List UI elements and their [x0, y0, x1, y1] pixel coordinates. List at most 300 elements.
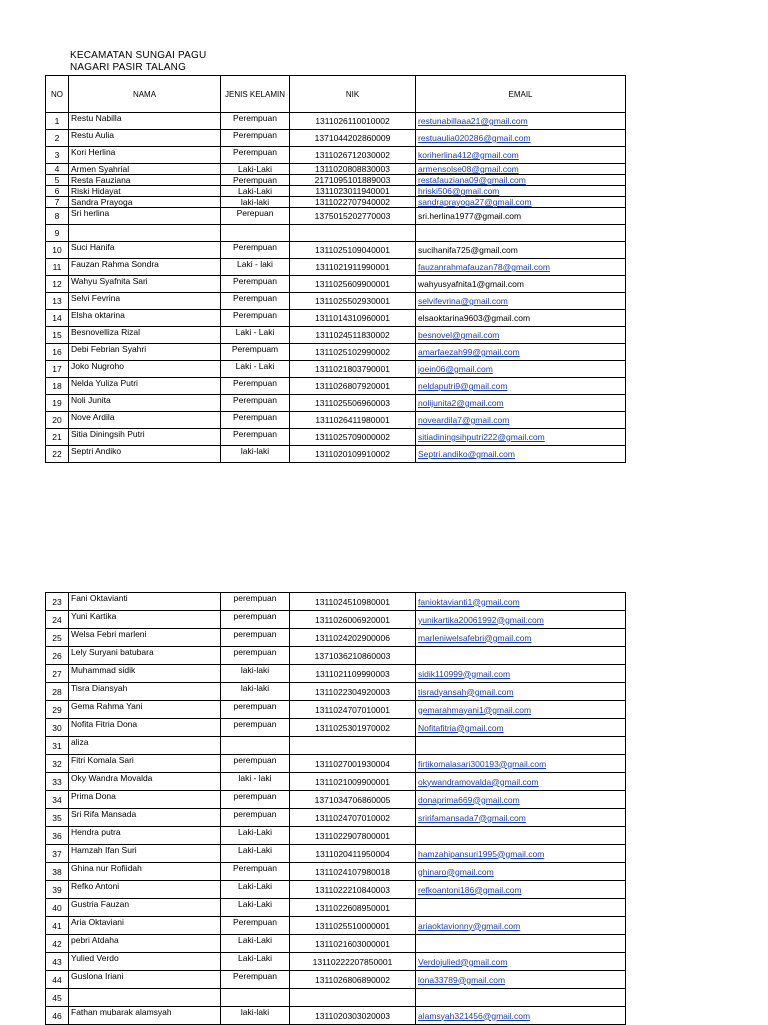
row-email-cell: [416, 701, 626, 719]
email-link[interactable]: sririfamansada7@gmail.com: [418, 812, 526, 823]
row-nik-cell: [290, 881, 416, 899]
row-gender-text: perempuan: [233, 791, 277, 801]
row-nik-cell: [290, 917, 416, 935]
table-row: [46, 845, 626, 863]
row-name-cell: [69, 611, 221, 629]
row-number-cell: [46, 186, 69, 197]
row-nik-cell: [290, 175, 416, 186]
row-number-cell: [46, 971, 69, 989]
row-email-cell: [416, 917, 626, 935]
row-name-text: Nofita Fitria Dona: [71, 719, 138, 729]
row-email-cell: [416, 881, 626, 899]
row-number-text: 24: [52, 614, 62, 625]
row-number-text: 14: [52, 313, 62, 323]
row-email-cell: [416, 791, 626, 809]
email-link[interactable]: hriski506@gmail.com: [418, 186, 500, 196]
row-gender-cell: [221, 175, 290, 186]
table-row: [46, 593, 626, 611]
row-number-text: 18: [52, 381, 62, 391]
row-number-cell: [46, 881, 69, 899]
table-body-page-1: [46, 113, 626, 463]
row-gender-cell: [221, 737, 290, 755]
email-link[interactable]: donaprima669@gmail.com: [418, 794, 520, 805]
row-nik-cell: [290, 446, 416, 463]
row-nik-text: 1371044202860009: [314, 133, 391, 143]
table-header-row: [46, 76, 626, 113]
row-nik-text: 1311022907800001: [314, 830, 390, 841]
row-name-text: Ghina nur Rofiidah: [71, 863, 142, 873]
row-email-cell: [416, 953, 626, 971]
row-nik-text: 1371036210860003: [314, 650, 391, 661]
row-name-cell: [69, 242, 221, 259]
email-link[interactable]: lona33789@gmail.com: [418, 974, 506, 985]
row-nik-cell: [290, 989, 416, 1007]
email-link[interactable]: restafauziana09@gmail.com: [418, 175, 526, 185]
row-nik-cell: [290, 130, 416, 147]
row-email-cell: [416, 225, 626, 242]
row-gender-text: laki-laki: [240, 1007, 270, 1017]
row-email-cell: [416, 327, 626, 344]
row-name-text: Nelda Yuliza Putri: [71, 378, 138, 388]
email-link[interactable]: alamsyah321456@gmail.com: [418, 1010, 531, 1021]
row-gender-text: laki-laki: [240, 197, 270, 207]
row-gender-cell: [221, 1007, 290, 1025]
row-gender-cell: [221, 917, 290, 935]
header-kecamatan: KECAMATAN SUNGAI PAGU: [70, 50, 207, 61]
email-link[interactable]: gemarahmayani1@gmail.com: [418, 704, 532, 715]
table-row: [46, 989, 626, 1007]
row-name-cell: [69, 186, 221, 197]
row-name-text: Oky Wandra Movalda: [71, 773, 153, 783]
row-number-text: 6: [54, 186, 60, 196]
email-link[interactable]: besnovel@gmail.com: [418, 330, 500, 340]
row-nik-text: 1311025301970002: [314, 722, 390, 733]
email-link[interactable]: fauzanrahmafauzan78@gmail.com: [418, 262, 550, 272]
row-number-cell: [46, 225, 69, 242]
row-nik-cell: [290, 593, 416, 611]
row-nik-text: 1311022608950001: [314, 902, 390, 913]
row-name-cell: [69, 791, 221, 809]
row-email-text: elsaoktarina9603@gmail.com: [418, 313, 531, 323]
row-name-text: Elsha oktarina: [71, 310, 125, 320]
row-email-cell: [416, 809, 626, 827]
row-email-text: wahyusyafnita1@gmail.com: [418, 279, 524, 289]
row-number-cell: [46, 647, 69, 665]
row-name-text: Yuni Kartika: [71, 611, 117, 621]
row-name-cell: [69, 395, 221, 412]
row-gender-text: Perempuan: [233, 310, 277, 320]
table-row: [46, 293, 626, 310]
row-email-cell: [416, 1007, 626, 1025]
row-number-cell: [46, 242, 69, 259]
row-nik-cell: [290, 225, 416, 242]
table-row: [46, 917, 626, 935]
row-nik-text: 1311024202900006: [314, 632, 390, 643]
email-link[interactable]: fanioktavianti1@gmail.com: [418, 596, 520, 607]
row-email-cell: [416, 197, 626, 208]
row-gender-text: perempuan: [233, 755, 277, 765]
email-link[interactable]: okywandramovalda@gmail.com: [418, 776, 539, 787]
row-number-cell: [46, 809, 69, 827]
row-nik-text: 1311021911990001: [315, 262, 390, 272]
row-number-text: 26: [52, 650, 62, 661]
row-gender-text: Perempuan: [233, 917, 277, 927]
row-nik-cell: [290, 971, 416, 989]
row-number-cell: [46, 147, 69, 164]
row-name-cell: [69, 917, 221, 935]
row-name-text: Noli Junita: [71, 395, 111, 405]
row-number-cell: [46, 863, 69, 881]
row-name-cell: [69, 327, 221, 344]
email-link[interactable]: Nofitafitria@gmail.com: [418, 722, 504, 733]
row-gender-cell: [221, 327, 290, 344]
row-number-cell: [46, 737, 69, 755]
table-row: [46, 113, 626, 130]
row-number-text: 1: [54, 116, 60, 126]
email-link[interactable]: tisradyansah@gmail.com: [418, 686, 514, 697]
row-number-text: 11: [52, 262, 62, 272]
row-email-cell: [416, 935, 626, 953]
row-name-cell: [69, 593, 221, 611]
row-name-text: Sitia Diningsih Putri: [71, 429, 145, 439]
row-number-text: 23: [52, 596, 62, 607]
row-gender-text: Laki-Laki: [237, 935, 273, 945]
row-name-text: Fathan mubarak alamsyah: [71, 1007, 172, 1017]
row-email-cell: [416, 186, 626, 197]
row-name-cell: [69, 809, 221, 827]
email-link[interactable]: noveardila7@gmail.com: [418, 415, 510, 425]
row-nik-text: 1311026807920001: [314, 381, 390, 391]
row-nik-text: 13110222207850001: [312, 956, 393, 967]
row-nik-text: 1311021009900001: [314, 776, 390, 787]
row-nik-cell: [290, 310, 416, 327]
row-number-text: 42: [52, 938, 62, 949]
row-gender-cell: [221, 164, 290, 175]
row-number-cell: [46, 164, 69, 175]
row-nik-cell: [290, 395, 416, 412]
row-number-text: 17: [52, 364, 62, 374]
row-gender-cell: [221, 953, 290, 971]
email-link[interactable]: marleniwelsafebri@gmail.com: [418, 632, 532, 643]
row-number-text: 38: [52, 866, 62, 877]
row-name-cell: [69, 971, 221, 989]
row-number-cell: [46, 361, 69, 378]
row-nik-cell: [290, 361, 416, 378]
table-row: [46, 186, 626, 197]
row-email-cell: [416, 344, 626, 361]
row-gender-cell: [221, 378, 290, 395]
row-number-cell: [46, 259, 69, 276]
email-link[interactable]: refkoantoni186@gmail.com: [418, 884, 522, 895]
row-number-cell: [46, 791, 69, 809]
row-name-cell: [69, 164, 221, 175]
row-gender-cell: [221, 276, 290, 293]
row-number-text: 40: [52, 902, 62, 913]
row-nik-text: 1311020808830003: [314, 164, 390, 174]
row-email-cell: [416, 755, 626, 773]
email-link[interactable]: joein06@gmail.com: [418, 364, 493, 374]
row-nik-text: 1311025506960003: [314, 398, 390, 408]
row-name-text: Muhammad sidik: [71, 665, 136, 675]
row-number-text: 43: [52, 956, 62, 967]
row-email-cell: [416, 863, 626, 881]
row-gender-cell: [221, 845, 290, 863]
table-row: [46, 164, 626, 175]
row-nik-text: 1311021603000001: [314, 938, 390, 949]
row-number-cell: [46, 1007, 69, 1025]
row-name-cell: [69, 225, 221, 242]
email-link[interactable]: neldaputri9@gmail.com: [418, 381, 508, 391]
row-number-text: 39: [52, 884, 62, 895]
row-email-cell: [416, 395, 626, 412]
row-number-cell: [46, 827, 69, 845]
table-row: [46, 412, 626, 429]
row-name-cell: [69, 1007, 221, 1025]
row-email-cell: [416, 164, 626, 175]
row-name-cell: [69, 989, 221, 1007]
row-name-text: Gustria Fauzan: [71, 899, 130, 909]
email-link[interactable]: selvifevrina@gmail.com: [418, 296, 508, 306]
row-gender-cell: [221, 665, 290, 683]
row-name-text: Nove Ardila: [71, 412, 115, 422]
row-name-cell: [69, 827, 221, 845]
row-number-cell: [46, 446, 69, 463]
row-gender-cell: [221, 344, 290, 361]
row-number-text: 9: [54, 228, 60, 238]
row-nik-cell: [290, 773, 416, 791]
row-name-cell: [69, 378, 221, 395]
row-nik-cell: [290, 683, 416, 701]
row-gender-text: perempuan: [233, 629, 277, 639]
row-gender-text: Laki-Laki: [237, 827, 273, 837]
email-link[interactable]: yunikartika20061992@gmail.com: [418, 614, 544, 625]
row-gender-cell: [221, 310, 290, 327]
row-nik-cell: [290, 647, 416, 665]
row-email-cell: [416, 429, 626, 446]
row-nik-text: 1311025502930001: [314, 296, 390, 306]
table-body-page-2: [46, 593, 626, 1025]
table-row: [46, 737, 626, 755]
email-link[interactable]: sitiadiningsihputri222@gmail.com: [418, 432, 545, 442]
row-name-text: Suci Hanifa: [71, 242, 115, 252]
row-number-cell: [46, 276, 69, 293]
row-number-text: 30: [52, 722, 62, 733]
row-nik-text: 1311026712030002: [314, 150, 390, 160]
row-nik-cell: [290, 1007, 416, 1025]
row-name-text: Wahyu Syafnita Sari: [71, 276, 148, 286]
email-link[interactable]: restuaulia020286@gmail.com: [418, 133, 531, 143]
row-gender-text: perempuan: [233, 647, 277, 657]
row-nik-cell: [290, 935, 416, 953]
row-nik-cell: [290, 899, 416, 917]
row-name-text: Welsa Febri marleni: [71, 629, 147, 639]
row-nik-text: 1311027001930004: [314, 758, 390, 769]
email-link[interactable]: armensolse08@gmail.com: [418, 164, 519, 174]
row-name-cell: [69, 429, 221, 446]
email-link[interactable]: nolijunita2@gmail.com: [418, 398, 504, 408]
row-gender-text: Perempuan: [233, 130, 277, 140]
row-nik-cell: [290, 791, 416, 809]
table-row: [46, 719, 626, 737]
table-row: [46, 147, 626, 164]
row-number-cell: [46, 665, 69, 683]
row-name-cell: [69, 208, 221, 225]
row-email-cell: [416, 719, 626, 737]
row-nik-cell: [290, 809, 416, 827]
table-row: [46, 361, 626, 378]
row-nik-text: 1375015202770003: [314, 211, 391, 221]
table-row: [46, 327, 626, 344]
row-number-text: 45: [52, 992, 62, 1003]
row-gender-text: perempuan: [233, 809, 277, 819]
row-gender-text: Perempuan: [233, 395, 277, 405]
row-name-text: Restu Aulia: [71, 130, 114, 140]
row-number-cell: [46, 719, 69, 737]
row-email-cell: [416, 665, 626, 683]
row-nik-text: 1371034706860005: [314, 794, 391, 805]
row-gender-text: Laki - Laki: [235, 361, 275, 371]
row-name-text: Lely Suryani batubara: [71, 647, 154, 657]
table-row: [46, 1007, 626, 1025]
table-row: [46, 208, 626, 225]
row-name-text: Resta Fauziana: [71, 175, 131, 185]
row-name-cell: [69, 755, 221, 773]
row-number-text: 5: [54, 175, 60, 185]
row-gender-cell: [221, 225, 290, 242]
row-number-cell: [46, 395, 69, 412]
row-number-text: 4: [54, 164, 60, 174]
row-gender-text: Laki-Laki: [237, 164, 273, 174]
table-row: [46, 665, 626, 683]
row-number-cell: [46, 130, 69, 147]
row-nik-cell: [290, 755, 416, 773]
row-name-text: Tisra Diansyah: [71, 683, 128, 693]
row-gender-text: Laki-Laki: [237, 953, 273, 963]
row-name-text: Septri Andiko: [71, 446, 122, 456]
row-name-cell: [69, 953, 221, 971]
row-number-text: 8: [54, 211, 60, 221]
row-nik-cell: [290, 164, 416, 175]
row-number-text: 46: [52, 1010, 62, 1021]
email-link[interactable]: sidik110999@gmail.com: [418, 668, 511, 679]
row-nik-text: 1311024107980018: [314, 866, 390, 877]
row-gender-cell: [221, 395, 290, 412]
email-link[interactable]: ariaoktavionny@gmail.com: [418, 920, 521, 931]
row-email-cell: [416, 773, 626, 791]
row-nik-text: 1311023011940001: [315, 186, 390, 196]
table-row: [46, 259, 626, 276]
row-email-text: sri.herlina1977@gmail.com: [418, 211, 522, 221]
row-name-cell: [69, 773, 221, 791]
row-gender-text: Perempuan: [233, 175, 277, 185]
row-gender-cell: [221, 647, 290, 665]
row-gender-text: Laki - laki: [237, 259, 273, 269]
row-name-text: Armen Syahrial: [71, 164, 130, 174]
table-row: [46, 130, 626, 147]
header-nagari: NAGARI PASIR TALANG: [70, 62, 187, 73]
row-gender-cell: [221, 412, 290, 429]
table-row: [46, 935, 626, 953]
email-link[interactable]: koriherlina412@gmail.com: [418, 150, 519, 160]
row-gender-cell: [221, 293, 290, 310]
row-email-cell: [416, 113, 626, 130]
row-name-text: Aria Oktaviani: [71, 917, 124, 927]
table-row: [46, 809, 626, 827]
email-link[interactable]: ghinaro@gmail.com: [418, 866, 494, 877]
row-number-text: 15: [52, 330, 62, 340]
row-number-cell: [46, 310, 69, 327]
table-row: [46, 629, 626, 647]
row-email-cell: [416, 242, 626, 259]
table-row: [46, 953, 626, 971]
email-link[interactable]: amarfaezah99@gmail.com: [418, 347, 520, 357]
email-link[interactable]: Verdojulied@gmail.com: [418, 956, 508, 967]
table-row: [46, 611, 626, 629]
row-nik-cell: [290, 242, 416, 259]
table-row: [46, 683, 626, 701]
row-number-text: 41: [52, 920, 62, 931]
row-nik-text: 1311025609900001: [314, 279, 390, 289]
row-number-text: 37: [52, 848, 62, 859]
email-link[interactable]: sandraprayoga27@gmail.com: [418, 197, 532, 207]
row-gender-text: Perempuam: [231, 344, 279, 354]
row-nik-cell: [290, 629, 416, 647]
row-nik-text: 1311024510980001: [314, 596, 390, 607]
row-number-text: 28: [52, 686, 62, 697]
row-number-cell: [46, 593, 69, 611]
row-number-cell: [46, 378, 69, 395]
table-row: [46, 791, 626, 809]
row-gender-cell: [221, 446, 290, 463]
row-name-cell: [69, 412, 221, 429]
table-row: [46, 701, 626, 719]
email-link[interactable]: Septri.andiko@gmail.com: [418, 449, 515, 459]
row-nik-text: 1311020411950004: [315, 848, 390, 859]
row-email-cell: [416, 147, 626, 164]
row-nik-text: 1311025709000002: [314, 432, 390, 442]
data-table-page-1: [45, 75, 626, 463]
row-gender-cell: [221, 611, 290, 629]
row-nik-text: 1311026006920001: [314, 614, 390, 625]
column-header-no: NO: [46, 76, 69, 113]
row-name-text: Joko Nugroho: [71, 361, 124, 371]
column-header-email: EMAIL: [416, 76, 626, 113]
row-nik-text: 1311021109990003: [315, 668, 390, 679]
row-gender-text: perempuan: [233, 701, 277, 711]
row-email-cell: [416, 611, 626, 629]
row-number-cell: [46, 429, 69, 446]
row-name-text: Fauzan Rahma Sondra: [71, 259, 159, 269]
row-gender-cell: [221, 899, 290, 917]
email-link[interactable]: hamzahipansuri1995@gmail.com: [418, 848, 545, 859]
email-link[interactable]: restunabillaaa21@gmail.com: [418, 116, 528, 126]
table-row: [46, 755, 626, 773]
row-name-cell: [69, 629, 221, 647]
row-gender-text: laki - laki: [238, 773, 272, 783]
row-email-cell: [416, 378, 626, 395]
row-number-text: 25: [52, 632, 62, 643]
row-number-text: 10: [52, 245, 62, 255]
row-number-text: 32: [52, 758, 62, 769]
column-header-nik: NIK: [290, 76, 416, 113]
row-name-text: Refko Antoni: [71, 881, 120, 891]
email-link[interactable]: firtikomalasari300193@gmail.com: [418, 758, 547, 769]
row-name-text: Besnovelliza Rizal: [71, 327, 140, 337]
row-nik-text: 2171095101889003: [314, 175, 391, 185]
row-nik-cell: [290, 665, 416, 683]
row-gender-cell: [221, 989, 290, 1007]
row-nik-text: 1311024511830002: [315, 330, 390, 340]
